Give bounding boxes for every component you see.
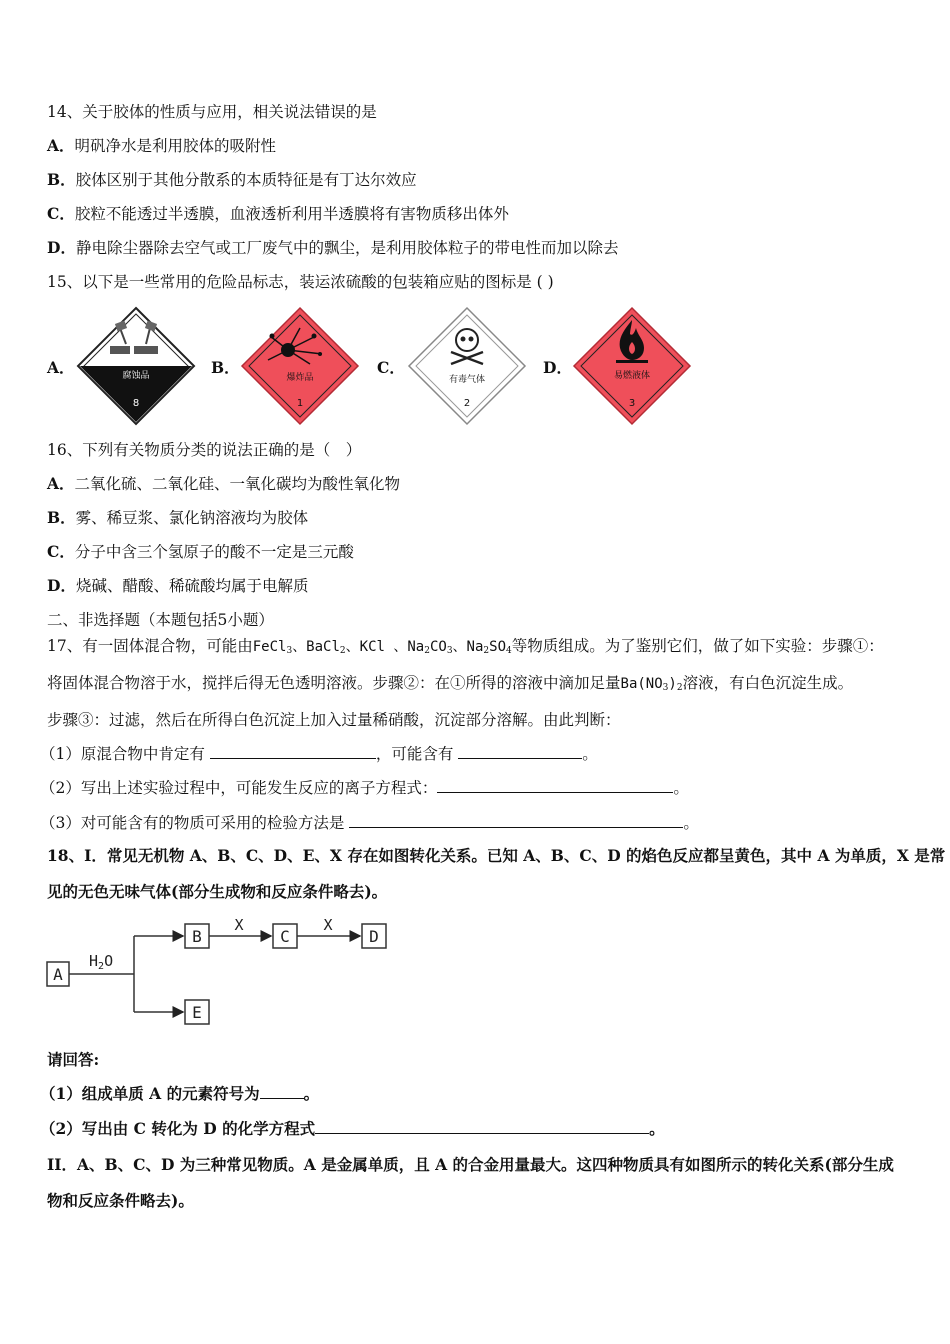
q15-option-a-key: A． [47,358,75,377]
arrow-label-x-1: X [234,916,244,934]
node-e: E [192,1003,202,1022]
sign-c-label: 有毒气体 [448,375,486,385]
q16-option-c: C．分子中含三个氢原子的酸不一定是三元酸 [47,542,354,561]
sign-b-label: 爆炸品 [286,373,314,383]
q17-line-2: 将固体混合物溶于水，搅拌后得无色透明溶液。步骤②：在①所得的溶液中滴加足量$Ba(NO_3)_2$溶液，有白色沉淀生成。 [47,674,854,693]
q16-option-a: A．二氧化硫、二氧化硅、一氧化碳均为酸性氧化物 [47,474,401,493]
answer-blank-3[interactable] [437,778,673,793]
q18-sub-1: （1）组成单质 A 的元素符号为 。 [40,1084,320,1103]
q14-option-a: A．明矾净水是利用胶体的吸附性 [47,136,277,155]
q15-option-c-key: C． [377,358,405,377]
sign-d-number: 3 [628,398,636,409]
sign-b-number: 1 [296,398,304,409]
q18-sub-2: （2）写出由 C 转化为 D 的化学方程式 。 [40,1119,665,1138]
arrow-label-x-2: X [323,916,333,934]
q15-option-d-key: D． [543,358,572,377]
node-a: A [53,965,63,984]
toxic-gas-sign [407,306,527,426]
sign-a-label: 腐蚀品 [122,371,150,381]
q14-stem: 14、关于胶体的性质与应用，相关说法错误的是 [47,103,377,121]
q17-sub-2: （2）写出上述实验过程中，可能发生反应的离子方程式： 。 [40,779,689,797]
h2o-label: $H_2O$ [89,952,114,972]
answer-blank-1[interactable] [210,744,376,759]
q14-option-b: B．胶体区别于其他分散系的本质特征是有丁达尔效应 [47,170,417,189]
node-b: B [192,927,202,946]
q17-sub-3: （3）对可能含有的物质可采用的检验方法是 。 [40,814,699,832]
answer-blank-4[interactable] [349,813,683,828]
answer-blank-6[interactable] [315,1119,649,1134]
q18-line-1: 18、I．常见无机物 A、B、C、D、E、X 存在如图转化关系。已知 A、B、C、D 的焰色反应都呈黄色，其中 A 为单质，X 是常 [47,846,946,865]
node-d: D [369,927,379,946]
q16-option-b: B．雾、稀豆浆、氯化钠溶液均为胶体 [47,508,309,527]
q16-option-d: D．烧碱、醋酸、稀硫酸均属于电解质 [47,576,309,595]
q16-stem: 16、下列有关物质分类的说法正确的是（ ） [47,441,362,459]
sign-a-number: 8 [132,398,140,409]
q18-part2-line-2: 物和反应条件略去)。 [47,1191,194,1210]
answer-blank-5[interactable] [260,1084,304,1099]
q17-sub-1: （1）原混合物中肯定有 ，可能含有 。 [40,745,598,763]
q17-line-3: 步骤③：过滤，然后在所得白色沉淀上加入过量稀硝酸，沉淀部分溶解。由此判断： [47,711,621,729]
q18-line-2: 见的无色无味气体(部分生成物和反应条件略去)。 [47,882,388,901]
q15-option-b-key: B． [211,358,240,377]
section-heading: 二、非选择题（本题包括5小题） [47,611,274,629]
conversion-diagram [44,914,394,1029]
corrosive-sign [76,306,196,426]
q14-option-d: D．静电除尘器除去空气或工厂废气中的飘尘，是利用胶体粒子的带电性而加以除去 [47,238,619,257]
q18-part2-line-1: II．A、B、C、D 为三种常见物质。A 是金属单质，且 A 的合金用量最大。这四种物质具有如图所示的转化关系(部分生成 [47,1155,894,1174]
q18-ask: 请回答: [47,1050,100,1069]
sign-c-number: 2 [463,398,471,409]
q17-line-1: 17、有一固体混合物，可能由FeCl$_3$、BaCl$_2$、KCl 、$Na_2CO_3$、$Na_2SO_4$等物质组成。为了鉴别它们，做了如下实验：步骤①： [47,637,884,656]
sign-d-label: 易燃液体 [613,371,651,381]
flammable-liquid-sign [572,306,692,426]
explosive-sign [240,306,360,426]
node-c: C [280,927,290,946]
answer-blank-2[interactable] [458,744,582,759]
q15-stem: 15、以下是一些常用的危险品标志，装运浓硫酸的包装箱应贴的图标是 ( ) [47,273,554,291]
q14-option-c: C．胶粒不能透过半透膜，血液透析利用半透膜将有害物质移出体外 [47,204,509,223]
